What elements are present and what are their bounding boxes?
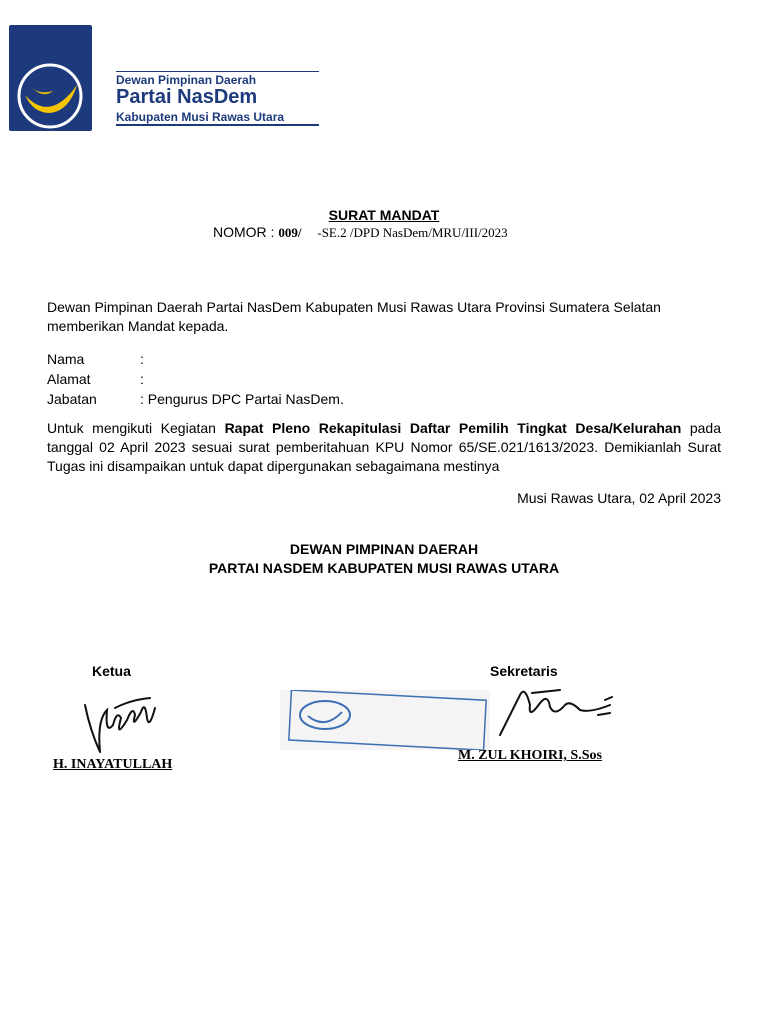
nomor-number: 009/	[278, 225, 302, 240]
party-logo	[9, 25, 92, 131]
place-date: Musi Rawas Utara, 02 April 2023	[517, 490, 721, 506]
nasdem-crescent-logo-icon	[9, 25, 92, 131]
stamp-icon	[280, 690, 490, 750]
party-stamp	[280, 690, 490, 750]
sekretaris-name: M. ZUL KHOIRI, S.Sos	[458, 748, 602, 763]
letterhead-line3: Kabupaten Musi Rawas Utara	[116, 110, 285, 124]
ketua-role: Ketua	[92, 663, 131, 679]
nomor-rest: -SE.2 /DPD NasDem/MRU/III/2023	[317, 225, 508, 240]
field-value: :	[140, 371, 144, 387]
sekretaris-signature	[470, 675, 625, 750]
field-label: Alamat	[47, 371, 91, 387]
letterhead-line1: Dewan Pimpinan Daerah	[116, 73, 257, 87]
field-label: Jabatan	[47, 391, 97, 407]
field-row-jabatan	[47, 389, 344, 409]
event-name: Rapat Pleno Rekapitulasi Daftar Pemilih Tingkat Desa/Kelurahan	[224, 420, 682, 436]
signatory-org-line2: PARTAI NASDEM KABUPATEN MUSI RAWAS UTARA	[208, 560, 560, 576]
recipient-fields	[47, 349, 344, 409]
letterhead-rule-bottom	[116, 124, 319, 126]
field-row-nama	[47, 349, 344, 369]
ketua-signature	[55, 690, 190, 760]
field-value: : Pengurus DPC Partai NasDem.	[140, 391, 344, 407]
nomor-label: NOMOR :	[213, 224, 275, 240]
body-paragraph	[47, 419, 721, 476]
field-row-alamat	[47, 369, 344, 389]
body-prefix: Untuk mengikuti Kegiatan	[47, 420, 225, 436]
field-label: Nama	[47, 351, 85, 367]
body-suffix: pada tanggal 02 April 2023 sesuai surat pemberitahuan KPU Nomor 65/SE.021/1613/2023. Demikianlah Surat Tugas ini disampaikan untuk dapat dipergunakan sebagaimana mestinya	[47, 420, 721, 474]
document-title: SURAT MANDAT	[328, 207, 440, 223]
letterhead-rule-top	[116, 71, 319, 72]
field-value: :	[140, 351, 144, 367]
sekretaris-role: Sekretaris	[490, 663, 558, 679]
letterhead-party-name: Partai NasDem	[116, 86, 258, 108]
document-number	[213, 224, 508, 241]
opening-paragraph: Dewan Pimpinan Daerah Partai NasDem Kabupaten Musi Rawas Utara Provinsi Sumatera Selatan memberikan Mandat kepada.	[47, 299, 661, 334]
ketua-name: H. INAYATULLAH	[53, 757, 173, 772]
signatory-org-line1: DEWAN PIMPINAN DAERAH	[289, 541, 479, 557]
